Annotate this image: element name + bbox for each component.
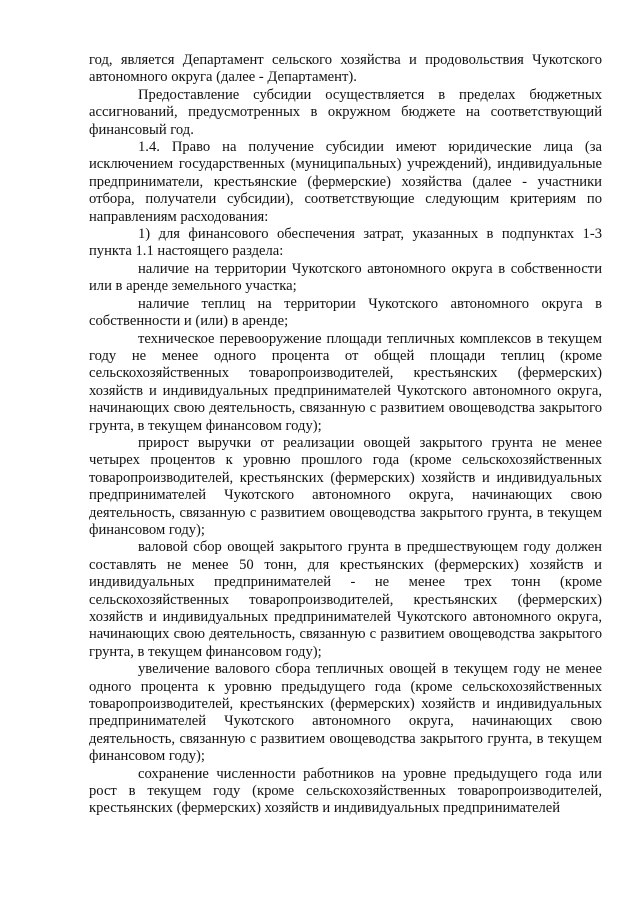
- paragraph: 1) для финансового обеспечения затрат, указанных в подпунктах 1-3 пункта 1.1 настоящего раздела:: [89, 226, 602, 260]
- paragraph: валовой сбор овощей закрытого грунта в предшествующем году должен составлять не менее 50 тонн, для крестьянских (фермерских) хозяйств и индивидуальных предпринимателей - не менее трех тонн (кроме сельскохозяйственных товаропроизводителей, крестьянских (фермерских) хозяйств и индивидуальных предпринимателей Чукотского автономного округа, начинающих свою деятельность, связанную с развитием овощеводства закрытого грунта, в текущем финансовом году);: [89, 539, 602, 660]
- paragraph: год, является Департамент сельского хозяйства и продовольствия Чукотского автономного округа (далее - Департамент).: [89, 52, 602, 86]
- paragraph: сохранение численности работников на уровне предыдущего года или рост в текущем году (кроме сельскохозяйственных товаропроизводителей, крестьянских (фермерских) хозяйств и индивидуальных предпринимателей: [89, 765, 602, 817]
- paragraph: техническое перевооружение площади тепличных комплексов в текущем году не менее одного процента от общей площади теплиц (кроме сельскохозяйственных товаропроизводителей, крестьянских (фермерских) хозяйств и индивидуальных предпринимателей Чукотского автономного округа, начинающих свою деятельность, связанную с развитием овощеводства закрытого грунта, в текущем финансовом году);: [89, 330, 602, 434]
- paragraph: наличие на территории Чукотского автономного округа в собственности или в аренде земельного участка;: [89, 260, 602, 295]
- paragraph: увеличение валового сбора тепличных овощей в текущем году не менее одного процента к уровню предыдущего года (кроме сельскохозяйственных товаропроизводителей, крестьянских (фермерских) хозяйств и индивидуальных предпринимателей Чукотского автономного округа, начинающих свою деятельность, связанную с развитием овощеводства закрытого грунта, в текущем финансовом году);: [89, 661, 602, 765]
- paragraph: 1.4. Право на получение субсидии имеют юридические лица (за исключением государственных (муниципальных) учреждений), индивидуальные предприниматели, крестьянские (фермерские) хозяйства (далее - участники отбора, получатели субсидии), соответствующие следующим критериям по направлениям расходования:: [89, 139, 602, 225]
- paragraph: наличие теплиц на территории Чукотского автономного округа в собственности и (или) в аренде;: [89, 295, 602, 330]
- paragraph: Предоставление субсидии осуществляется в пределах бюджетных ассигнований, предусмотренных в окружном бюджете на соответствующий финансовый год.: [89, 86, 602, 138]
- paragraph: прирост выручки от реализации овощей закрытого грунта не менее четырех процентов к уровню прошлого года (кроме сельскохозяйственных товаропроизводителей, крестьянских (фермерских) хозяйств и индивидуальных предпринимателей Чукотского автономного округа, начинающих свою деятельность, связанную с развитием овощеводства закрытого грунта, в текущем финансовом году);: [89, 434, 602, 538]
- document-body: [89, 52, 602, 818]
